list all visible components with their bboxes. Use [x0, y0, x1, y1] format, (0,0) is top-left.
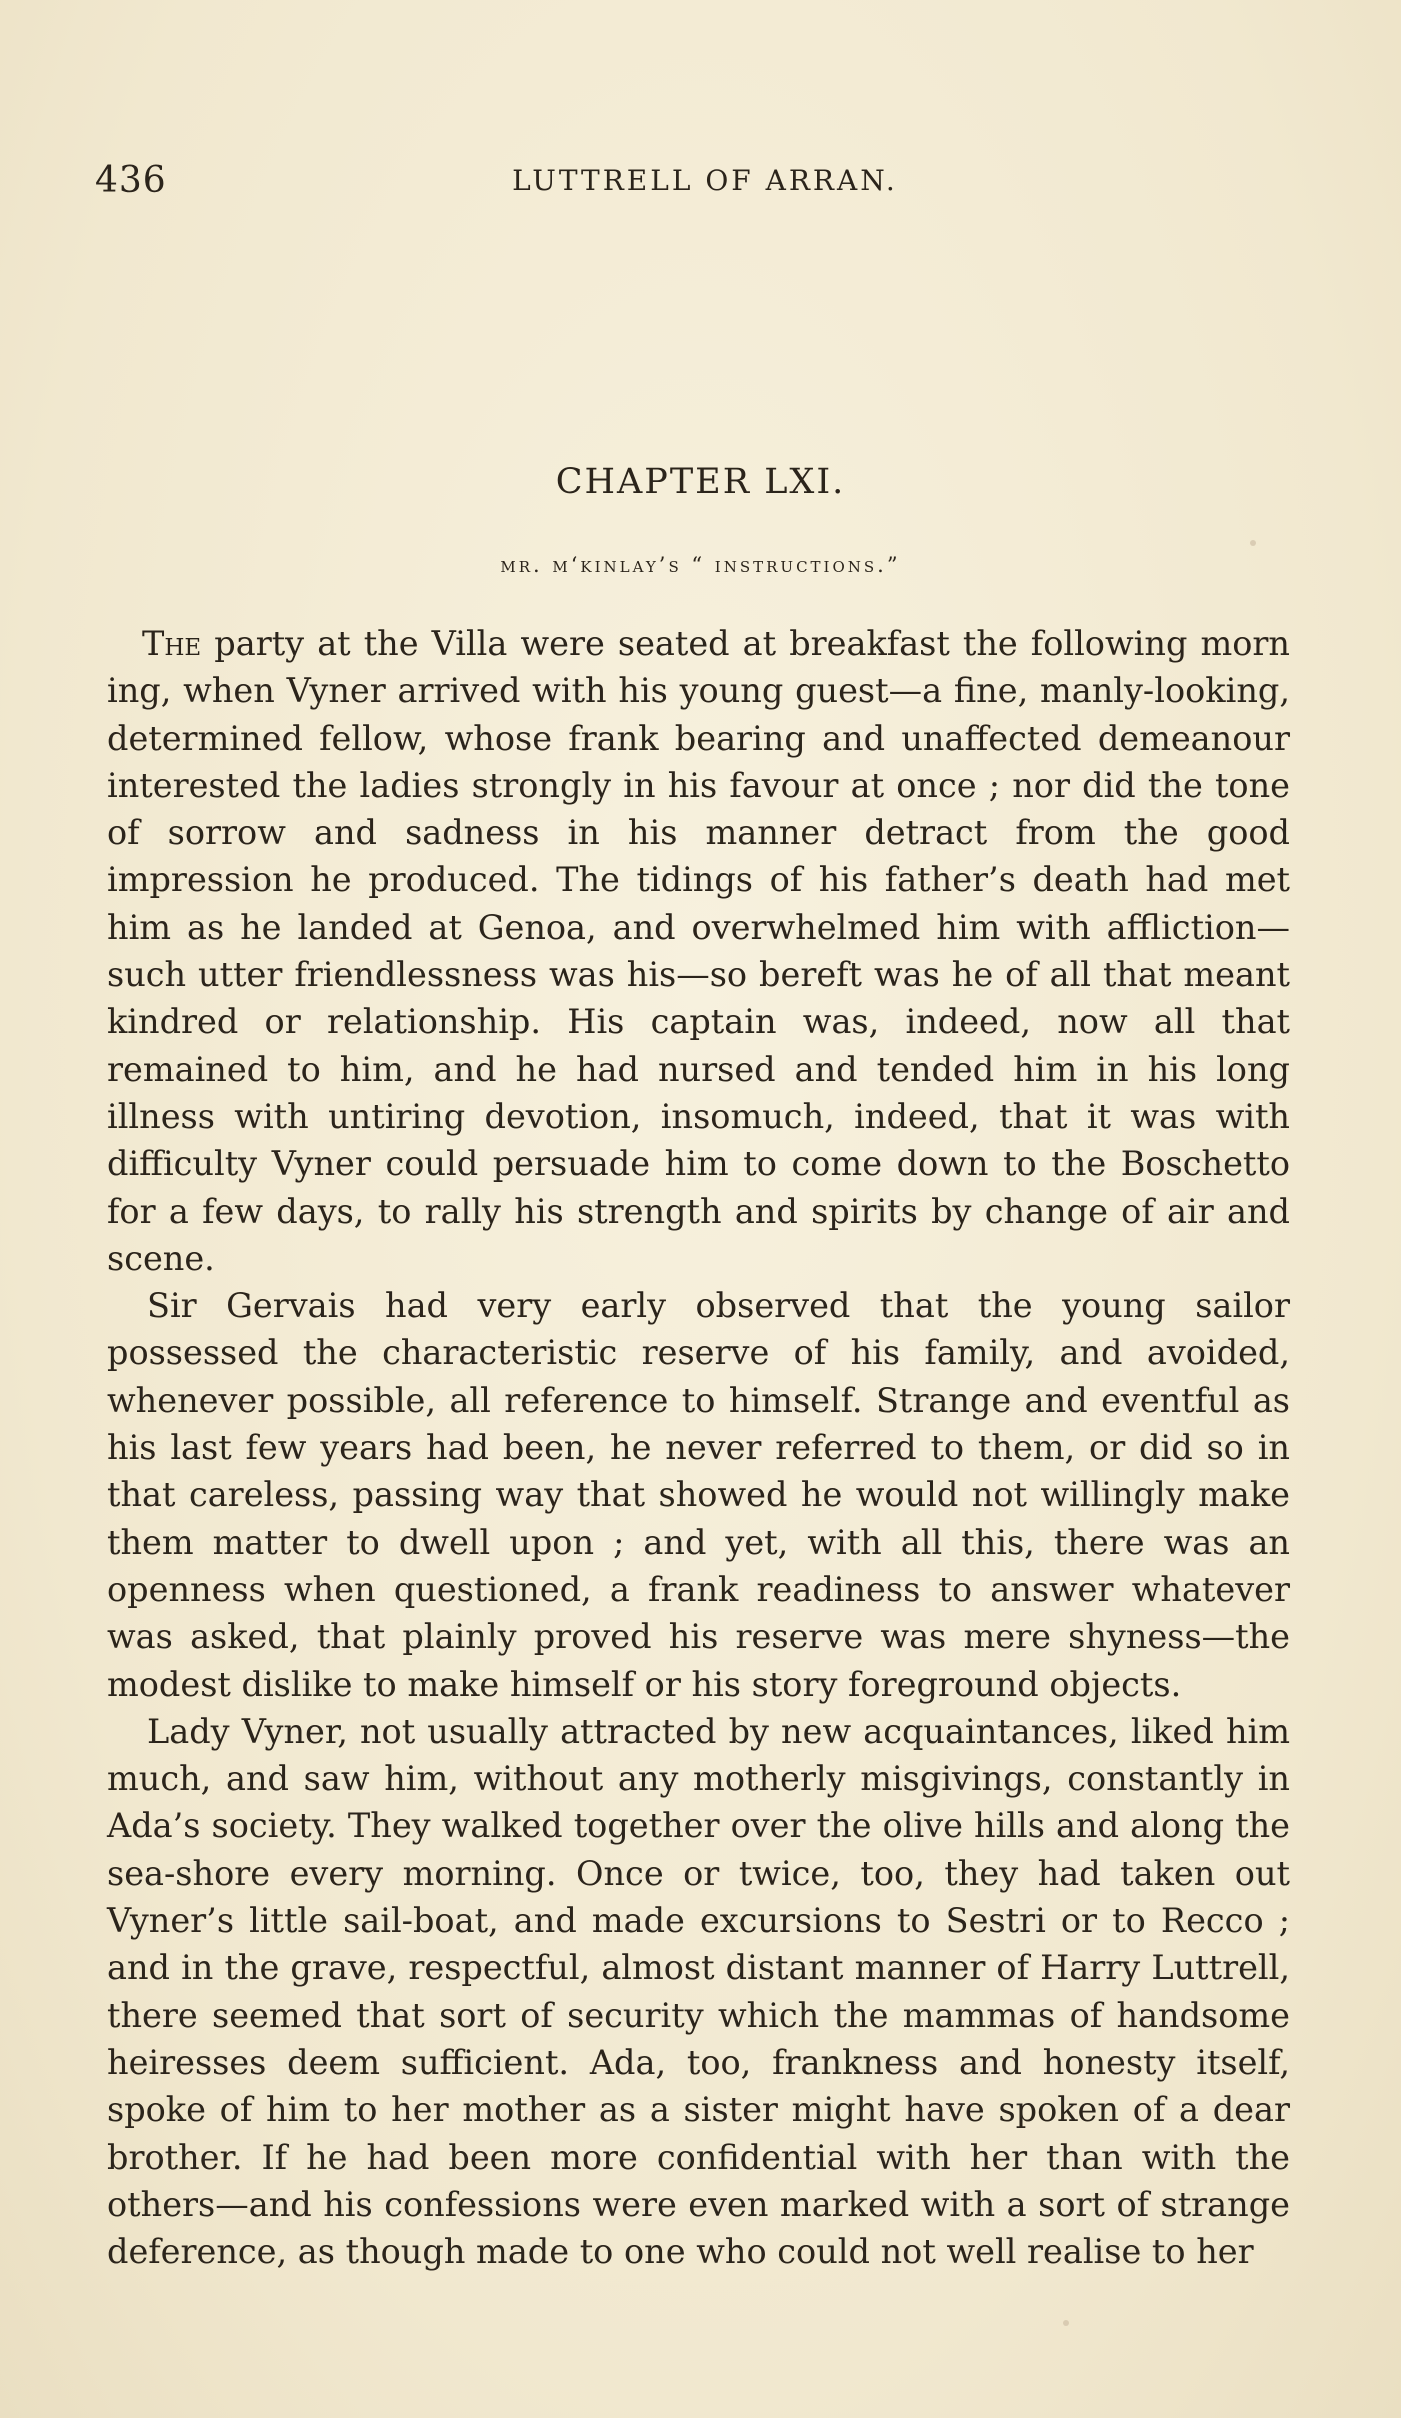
- chapter-title: CHAPTER LXI.: [555, 462, 846, 502]
- page-header: [95, 160, 1275, 210]
- chapter-subtitle: mr. m‘kinlay’s “ instructions.”: [500, 553, 901, 577]
- page-number: 436: [95, 160, 167, 201]
- chapter-body: [107, 620, 1290, 2275]
- paragraph: Sir Gervais had very early observed that the young sailor possessed the characteristic reserve of his family, and avoided, whenever possible, all reference to himself. Strange and eventful as his last few years had been, he never referred to them, or did so in that careless, passing way that showed he would not willingly make them matter to dwell upon ; and yet, with all this, there was an openness when questioned, a frank readiness to answer whatever was asked, that plainly proved his reserve was mere shyness—the modest dislike to make himself or his story foreground objects.: [107, 1286, 1290, 1704]
- paragraph: [107, 620, 1290, 1282]
- running-title: LUTTRELL OF ARRAN.: [512, 164, 898, 197]
- paragraph-lead-word: The: [142, 624, 202, 663]
- paper-speck: [1250, 540, 1256, 546]
- paper-speck: [1063, 2320, 1069, 2326]
- paragraph: Lady Vyner, not usually attracted by new acquaintances, liked him much, and saw him, without any motherly misgivings, constantly in Ada’s society. They walked together over the olive hills and along the sea-shore every morning. Once or twice, too, they had taken out Vyner’s little sail-boat, and made excursions to Sestri or to Recco ; and in the grave, respectful, almost distant manner of Harry Luttrell, there seemed that sort of security which the mammas of handsome heiresses deem sufficient. Ada, too, frankness and honesty itself, spoke of him to her mother as a sister might have spoken of a dear brother. If he had been more confidential with her than with the others—and his confessions were even marked with a sort of strange deference, as though made to one who could not well realise to her: [107, 1711, 1290, 2272]
- paragraph-text: party at the Villa were seated at breakfast the following morn ing, when Vyner arrived with his young guest—a fine, manly-looking, determined fellow, whose frank bearing and unaffected demeanour interested the ladies strongly in his favour at once ; nor did the tone of sorrow and sadness in his manner detract from the good impression he produced. The tidings of his father’s death had met him as he landed at Genoa, and overwhelmed him with affliction—such utter friendlessness was his—so bereft was he of all that meant kindred or relationship. His captain was, indeed, now all that remained to him, and he had nursed and tended him in his long illness with untiring devotion, insomuch, indeed, that it was with difficulty Vyner could persuade him to come down to the Boschetto for a few days, to rally his strength and spirits by change of air and scene.: [107, 624, 1290, 1278]
